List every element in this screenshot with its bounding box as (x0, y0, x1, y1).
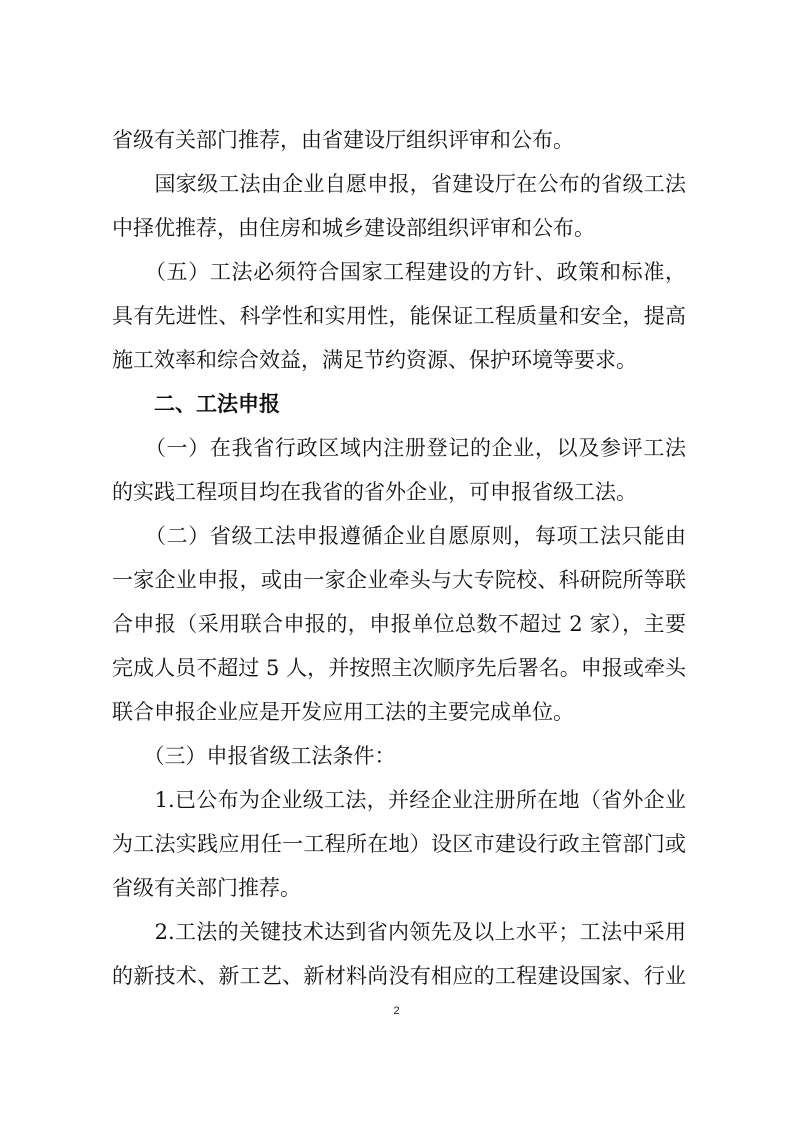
paragraph-line: 省级有关部门推荐，由省建设厅组织评审和公布。 (112, 128, 574, 152)
paragraph-line: 联合申报企业应是开发应用工法的主要完成单位。 (112, 700, 574, 724)
paragraph-line: 具有先进性、科学性和实用性，能保证工程质量和安全，提高 (112, 304, 686, 328)
paragraph-line: 1.已公布为企业级工法，并经企业注册所在地（省外企业 (112, 788, 686, 812)
paragraph-line: （五）工法必须符合国家工程建设的方针、政策和标准， (112, 260, 686, 284)
paragraph-line: （二）省级工法申报遵循企业自愿原则，每项工法只能由 (112, 524, 686, 548)
paragraph-line: （一）在我省行政区域内注册登记的企业，以及参评工法 (112, 436, 686, 460)
paragraph-line: 的新技术、新工艺、新材料尚没有相应的工程建设国家、行业 (112, 964, 686, 988)
paragraph-line: 合申报（采用联合申报的，申报单位总数不超过 2 家），主要 (112, 612, 686, 636)
paragraph-line: 一家企业申报，或由一家企业牵头与大专院校、科研院所等联 (112, 568, 686, 592)
paragraph-line: 施工效率和综合效益，满足节约资源、保护环境等要求。 (112, 348, 637, 372)
section-heading: 二、工法申报 (112, 392, 280, 416)
paragraph-line: 2.工法的关键技术达到省内领先及以上水平；工法中采用 (112, 920, 686, 944)
paragraph-line: 中择优推荐，由住房和城乡建设部组织评审和公布。 (112, 216, 595, 240)
paragraph-line: 国家级工法由企业自愿申报，省建设厅在公布的省级工法 (112, 172, 686, 196)
page-number: 2 (393, 1005, 400, 1017)
paragraph-line: 为工法实践应用任一工程所在地）设区市建设行政主管部门或 (112, 832, 686, 856)
paragraph-line: （三）申报省级工法条件： (112, 744, 396, 768)
paragraph-line: 完成人员不超过 5 人，并按照主次顺序先后署名。申报或牵头 (112, 656, 686, 680)
paragraph-line: 的实践工程项目均在我省的省外企业，可申报省级工法。 (112, 480, 637, 504)
paragraph-line: 省级有关部门推荐。 (112, 876, 301, 900)
